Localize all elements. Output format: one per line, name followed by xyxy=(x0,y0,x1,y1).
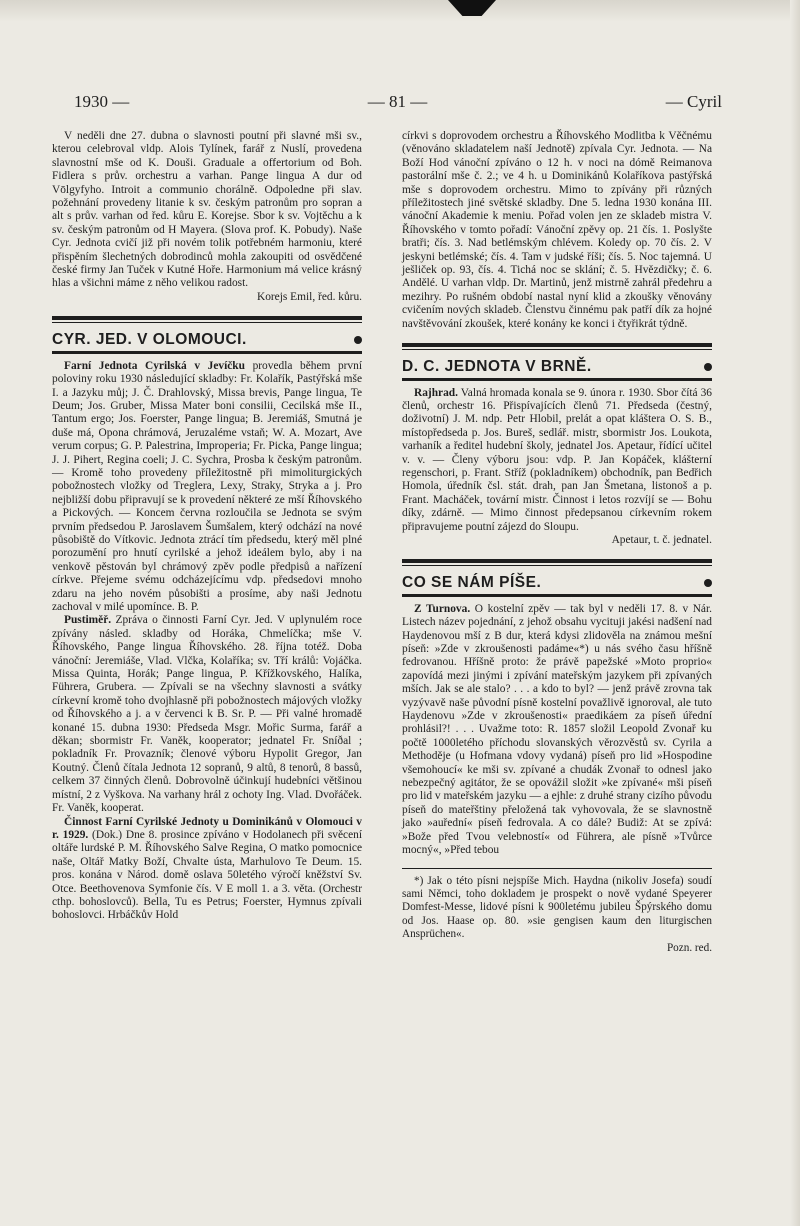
section-title-olomouc xyxy=(52,331,362,349)
intro-paragraph: V neděli dne 27. dubna o slavnosti poutní při slavné mši sv., kterou celebroval vldp. Alois Tylínek, farář z Nuslí, provedena slavnostní mše od K. Douši. Graduale a offertorium od Boh. Fidlera s prův. orchestru a varhan. Pange lingua A dur od Vōlgyfyho. Introit a communio chorálně. Odpoledne při slav. požehnání provedeny litanie k sv. českým patronům pro sopran a alt s prův. varhan od řed. kůru E. Korejse. Sbor k sv. Vojtěchu a k sv. českým patronům od H Mayera. (Slova prof. K. Pobudy). Naše Cyr. Jednota cvičí již při novém tolik potřebném harmoniu, které přispěním šlechetných dobrodinců mohla zakoupiti od osvědčené české firmy Jan Tuček v Kutné Hoře. Harmonium má velice krásný hlas a všichni máme z něho velikou radost. xyxy=(52,130,362,290)
section-title-brno xyxy=(402,358,712,376)
intro-signature: Korejs Emil, řed. kůru. xyxy=(256,290,362,303)
continued-paragraph: církvi s doprovodem orchestru a Říhovského Modlitba k Věčnému (věnováno skladatelem naší Jednotě) zpívala Cyr. Jednota. — Na Boží Hod vánoční zpíváno o 12 h. v noci na dómě Reimanova pastorální mše č. 2.; ve 4 h. u Dominikánů Kolaříkova pastýřská mše s doprovodem orchestru. Mimo to zpívány při různých příležitostech jiné světské skladby. Dne 5. ledna 1930 konána III. vánoční Akademie k meniu. Pořad volen jen ze skladeb mistra V. Říhovského v tomto pořadí: Vánoční zpěvy op. 21 čís. 1. Poslyšte bratři; čís. 3. Nad betlémským chlévem. Koledy op. 70 čís. 2. V jeskyni betlémské; čís. 4. Tam v judské říši; čís. 5. Noc tajemná. U ješliček op. 93, čís. 4. Tichá noc se sklání; č. 5. Hvězdičky; č. 6. Andělé. U varhan vldp. Dr. Martinů, jenž mistrně zahrál předehru a mezihry. Po rušném období nastal nyní klid a zkoušky věnovány cvičením nových skladeb. Členstvu činnému pak patří dík za hojné navštěvování zkoušek, které konány ke konci i čtyřikrát týdně. xyxy=(402,130,712,330)
page-header xyxy=(52,92,722,130)
footnote xyxy=(402,868,712,955)
right-column xyxy=(402,130,712,955)
section-rule-thin xyxy=(402,349,712,350)
article-lead: Z Turnova. xyxy=(414,602,471,615)
scan-shadow xyxy=(0,0,800,22)
article-dominikani xyxy=(52,816,362,923)
section-rule xyxy=(52,316,362,320)
header-page-number: — 81 — xyxy=(367,92,428,111)
left-column xyxy=(52,130,362,955)
section-rule-thin xyxy=(402,565,712,566)
header-year: 1930 — xyxy=(74,92,130,111)
rajhrad-signature: Apetaur, t. č. jednatel. xyxy=(611,533,712,546)
section-underline xyxy=(52,351,362,354)
journal-page xyxy=(52,92,722,955)
article-lead: Rajhrad. xyxy=(414,386,458,399)
section-title-text: CO SE NÁM PÍŠE. xyxy=(402,574,542,592)
section-rule xyxy=(402,343,712,347)
article-jevicko xyxy=(52,360,362,615)
scan-edge xyxy=(790,0,800,1226)
article-body: O kostelní zpěv — tak byl v neděli 17. 8. v Nár. Listech název pojednání, z jehož obsahu vycituji jakési nadšení nad Haydenovou mší z B dur, která kdysi zlidověla na známou mešní píseň: »Zde v zkroušenosti padáme«*) u nás svého času hříšně fedrovanou. Hříšně proto: že právě papežské »Moto proprio« zapovídá mezi jinými i zpívání mateřským jazykem při zpívaných mších. Jak se ale stalo? . . . a kdo to byl? — jenž právě zrovna tak vyzývavě naše původní písně kostelní považlivě ignoroval, ale tuto Haydenovu »Zde v zkroušenosti« praedikáem za píseň úřední prohlásil?! . . . Uvažme toto: R. 1857 složil Leopold Zvonař ku počtě 1000letého příchodu slovanských věrozvěstů sv. Cyrila a Methoděje (u Hofmana vdovy vydaná) píseň pro lid »Hospodine všemohoucí« ke mši sv. zpívané a chudák Zvonař to odnesl jako nebezpečný agitátor, že se opovážil složit »ke zpívané« mši píseň pro lid v mateřském jazyku — a ejhle: z druhé strany cizího původu píseň do mateřštiny přeložená tak vyhovovala, že se slavnostně jako »auřední« píseň fedrovala. A co dále? Budiž: At se zpívá: »Bože před Tvou velebností« od Führera, ale písně »Tvůrce mocný«, »Před tebou xyxy=(402,602,713,857)
section-rule xyxy=(402,559,712,563)
article-lead: Činnost Farní Cyrilské Jednoty u Dominikánů v Olomouci v r. 1929. xyxy=(52,815,362,841)
bullet-icon xyxy=(704,363,712,371)
article-body: Zpráva o činnosti Farní Cyr. Jed. V uplynulém roce zpívány násled. skladby od Horáka, Chmelíčka; mše V. Říhovského, Pange lingua Říhovského. 28. října totéž. Doba vánoční: Jeremiáše, Vlad. Vlčka, Kolaříka; sv. Tří králů: Vojáčka. Missa Quinta, Horák; Pange lingua, P. Křížkovského, Halíka, Führera, Grubera. — Zpívali se na všechny slavnosti a svátky církevní kromě toho dvojhlasně při pobožnostech májových vložky od Říhovského a j. a v červenci k B. Sr. P. — Při valné hromadě konané 15. dubna 1930: Předseda Msgr. Mořic Surma, farář a děkan; sbormistr Fr. Vaněk, kooperator; jednatel Fr. Sníðal ; pokladník Fr. Provazník; členové výboru Hypolit Gregor, Jan Koutný. Členů čítala Jednota 12 sopranů, 9 altů, 8 tenorů, 8 bassů, celkem 37 činných členů. Dobrovolně účinkují hudebníci většinou místní, 2 z Vyškova. Na varhany hrál z ochoty Ing. Vlad. Dvořáček. Fr. Vaněk, kooperat. xyxy=(52,614,362,815)
columns xyxy=(52,130,712,955)
bullet-icon xyxy=(354,336,362,344)
article-body: Valná hromada konala se 9. února r. 1930. Sbor čítá 36 členů, orchestr 16. Přispívajících členů 71. Předseda (čestný, doživotní) J. M. ndp. Petr Hlobil, prelát a opat kláštera O. S. B., místopředseda p. Jos. Bureš, sedlář. mistr, sbormistr Jos. Loukota, varhaník a ředitel hudební školy, jednatel Jos. Apetaur, řídící učitel v. v. — Členy výboru jsou: vdp. P. Jan Kopáček, klášterní regenschori, p. Frant. Stříž (pokladníkem) obchodník, pan Bedřich Homola, úředník čsl. stát. drah, pan Jan Šmetana, listonoš a p. Frant. Macháček, tovární mistr. Činnost i letos rozvíjí se — Bohu díky, zdárně. — Mimo činnost předepsanou církevním rokem připravujeme poutní zájezd do Sloupu. xyxy=(402,386,712,533)
footnote-text: *) Jak o této písni nejspíše Mich. Haydna (nikoliv Josefa) soudí sami Němci, toho dokladem je prospekt o nově vydané Speyerer Domfest-Messe, lidové písni k 900letému jubileu Špýrského domu od Jos. Haase op. 80. »sie gengisen kaum den liturgischen Ansprüchen«. xyxy=(402,874,712,941)
section-title-text: CYR. JED. V OLOMOUCI. xyxy=(52,331,247,349)
article-pustimer xyxy=(52,614,362,815)
article-body: (Dok.) Dne 8. prosince zpíváno v Hodolanech při svěcení oltáře lurdské P. M. Říhovského Salve Regina, O matko pomocnice naše, Oltář Matky Boží, Chvalte ústa, Marhulovo Te Deum. 15. pros. konána v Národ. domě oslava 50letého výročí kněžství Sv. Otce. Beethovenova Symfonie čís. V E moll 1. a 3. věta. (Orchestr cthp. bohoslovců). Bella, Tu es Petrus; Foerster, Hymnus zpívali bohoslovci. Hrbáčkův Hold xyxy=(52,828,362,922)
article-lead: Farní Jednota Cyrilská v Jevíčku xyxy=(64,359,245,372)
header-journal-name: — Cyril xyxy=(665,92,722,111)
bullet-icon xyxy=(704,579,712,587)
section-title-text: D. C. JEDNOTA V BRNĚ. xyxy=(402,358,592,376)
footnote-signature: Pozn. red. xyxy=(666,941,712,954)
article-rajhrad xyxy=(402,387,712,534)
section-underline xyxy=(402,378,712,381)
section-underline xyxy=(402,594,712,597)
article-body: provedla během první poloviny roku 1930 následující skladby: Fr. Kolařík, Pastýřská mše I. a Jazyku můj; J. Č. Drahlovský, Missa brevis, Pange lingua, Te Deum; Jos. Gruber, Missa Mater boni consilii, Cecilská mše II., Tantum ergo; Jos. Foerster, Pange lingua; B. Jeremiáš, Smutná je duše má, Opona chrámová, Jeruzaléme vstaň; W. A. Mozart, Ave verum corpus; G. P. Palestrina, Improperia; Fr. Picka, Pange lingua; J. J. Pihert, Regina coeli; J. C. Sychra, Prosba k českým patronům. — Kromě toho provedeny příležitostně při mimoliturgických pobožnostech vložky od Treglera, Lexy, Straky, Stryka a j. Pro nejbližší dobu připravují se k provedení některé ze mší Říhovského a Pickových. — Koncem června rozloučila se Jednota se svým prvním předsedou P. Jaroslavem Šumšalem, který odchází na nové působiště do Vítkovic. Jednota ztrácí tím předsedu, který měl plné porozumění pro hnutí cyrilské a jehož ideálem bylo, aby i na venkově pěstován byl chrámový zpěv podle předpisů a nařízení církve. Přejeme svému odcházejícímu vdp. předsedovi mnoho zdaru na jeho novém působišti a prosíme, aby naši Jednotu zachoval v milé upomínce. B. P. xyxy=(52,359,362,613)
section-title-letters xyxy=(402,574,712,592)
article-turnov xyxy=(402,603,712,858)
section-rule-thin xyxy=(52,322,362,323)
article-lead: Pustiměř. xyxy=(64,614,112,627)
